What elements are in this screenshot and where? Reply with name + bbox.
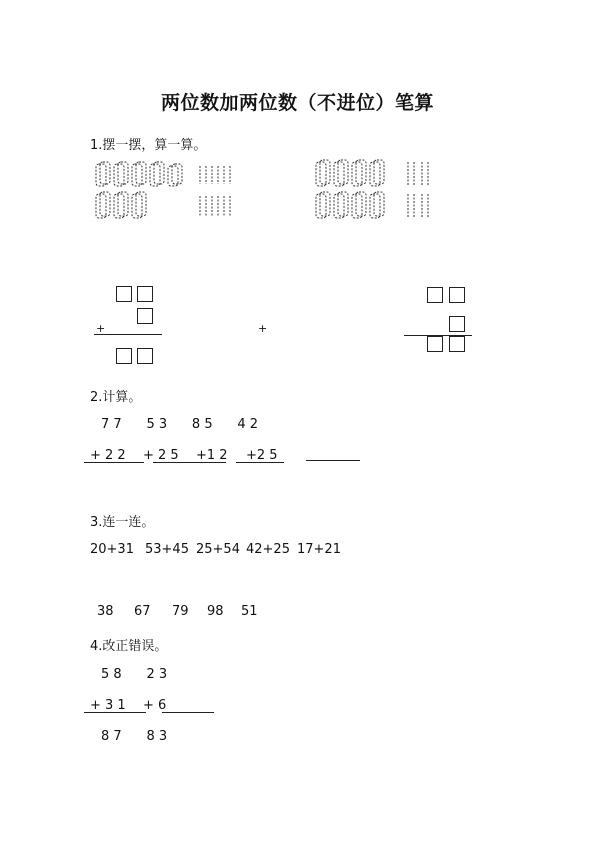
answer-box[interactable] [427, 336, 443, 352]
answer-value[interactable]: 67 [134, 604, 151, 619]
answer-box[interactable] [449, 336, 465, 352]
stick-bundle-icon [352, 160, 366, 186]
addend-bottom: +2 5 [246, 448, 278, 463]
stick-bundle-icon [370, 192, 384, 218]
answer-box[interactable] [449, 316, 465, 332]
section2-heading: 2.计算。 [90, 390, 142, 405]
expression[interactable]: 42+25 [246, 542, 290, 557]
page-title: 两位数加两位数（不进位）笔算 [160, 92, 434, 114]
section3-heading: 3.连一连。 [90, 515, 155, 530]
expression[interactable]: 53+45 [145, 542, 189, 557]
sum-line [84, 462, 144, 463]
answer-value[interactable]: 38 [97, 604, 114, 619]
sum-line [162, 712, 214, 713]
result-row: 8 7 8 3 [101, 729, 168, 744]
stick-bundle-icon [352, 192, 366, 218]
section1-heading: 1.摆一摆，算一算。 [90, 138, 207, 153]
expression[interactable]: 25+54 [196, 542, 240, 557]
stick-bundle-icon [316, 160, 330, 186]
answer-box[interactable] [137, 308, 153, 324]
addend-bottom: + 6 [143, 698, 167, 713]
plus-sign: + [96, 322, 106, 335]
expression[interactable]: 20+31 [90, 542, 134, 557]
stick-bundle-icon [114, 192, 128, 218]
stick-bundle-icon [96, 162, 110, 186]
sum-line [94, 334, 162, 335]
sum-line [196, 462, 226, 463]
plus-sign: + [258, 322, 268, 335]
counting-sticks-right-image [312, 156, 434, 224]
addend-bottom: + 2 5 [143, 448, 179, 463]
section4-heading: 4.改正错误。 [90, 639, 168, 654]
addend-top-row: 5 8 2 3 [101, 667, 168, 682]
answer-box[interactable] [116, 286, 132, 302]
expression[interactable]: 17+21 [297, 542, 341, 557]
answer-value[interactable]: 51 [241, 604, 258, 619]
stick-bundle-icon [334, 160, 348, 186]
sum-line [306, 460, 360, 461]
stick-bundle-icon [132, 192, 146, 218]
stick-bundle-icon [168, 164, 182, 186]
answer-box[interactable] [137, 286, 153, 302]
addend-top-row: 7 7 5 3 8 5 4 2 [101, 417, 259, 432]
addend-bottom: + 3 1 [90, 698, 126, 713]
addend-bottom: +1 2 [196, 448, 228, 463]
stick-bundle-icon [150, 162, 164, 186]
stick-bundle-icon [96, 192, 110, 218]
sum-line [84, 712, 146, 713]
answer-box[interactable] [137, 348, 153, 364]
stick-bundle-icon [334, 192, 348, 218]
stick-bundle-icon [114, 162, 128, 186]
sum-line [236, 462, 284, 463]
addend-bottom: + 2 2 [90, 448, 126, 463]
answer-value[interactable]: 98 [207, 604, 224, 619]
counting-sticks-left-image [92, 158, 242, 224]
answer-value[interactable]: 79 [172, 604, 189, 619]
stick-bundle-icon [370, 160, 384, 186]
answer-box[interactable] [116, 348, 132, 364]
answer-box[interactable] [427, 287, 443, 303]
stick-bundle-icon [316, 192, 330, 218]
stick-bundle-icon [132, 162, 146, 186]
answer-box[interactable] [449, 287, 465, 303]
